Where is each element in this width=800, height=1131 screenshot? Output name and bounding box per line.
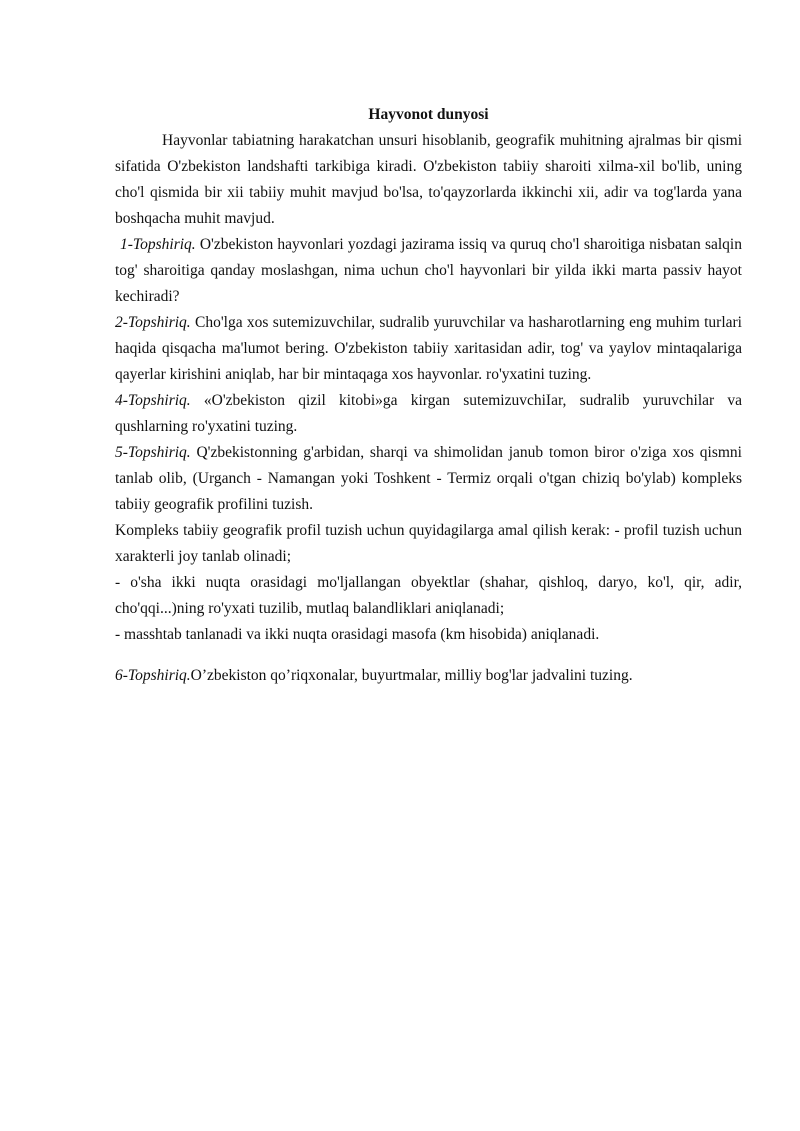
task-5-text: Q'zbekistonning g'arbidan, sharqi va shimolidan janub tomon biror o'ziga xos qismni tanlab olib, (Urganch - Namangan yoki Toshkent - Termiz orqali o'tgan chiziq bo'ylab) kompleks tabiiy geografik profilini tuzish.	[115, 444, 742, 513]
task-1-text: O'zbekiston hayvonlari yozdagi jazirama issiq va quruq cho'l sharoitiga nisbatan salqin tog' sharoitiga qanday moslashgan, nima uchun cho'l hayvonlari bir yilda ikki marta passiv hayot kechiradi?	[115, 236, 742, 305]
task-1-label: 1-Topshiriq.	[120, 236, 196, 253]
task-6-text: O’zbekiston qo’riqxonalar, buyurtmalar, milliy bog'lar jadvalini tuzing.	[190, 667, 633, 684]
document-body	[115, 102, 742, 689]
task-6-paragraph	[115, 663, 742, 689]
task-5-paragraph	[115, 440, 742, 518]
task-2-text: Cho'lga xos sutemizuvchilar, sudralib yuruvchilar va hasharotlarning eng muhim turlari haqida qisqacha ma'lumot bering. O'zbekiston tabiiy xaritasidan adir, tog' va yaylov mintaqalariga qayerlar kirishini aniqlab, har bir mintaqaga xos hayvonlar. ro'yxatini tuzing.	[115, 314, 742, 383]
rule-item: - masshtab tanlanadi va ikki nuqta orasidagi masofa (km hisobida) aniqlanadi.	[115, 626, 600, 643]
rules-intro-paragraph: Kompleks tabiiy geografik profil tuzish uchun quyidagilarga amal qilish kerak: - profil tuzish uchun xarakterli joy tanlab olinadi;	[115, 522, 742, 565]
task-4-paragraph	[115, 388, 742, 440]
task-4-label: 4-Topshiriq.	[115, 392, 191, 409]
task-5-label: 5-Topshiriq.	[115, 444, 191, 461]
intro-paragraph: Hayvonlar tabiatning harakatchan unsuri hisoblanib, geografik muhitning ajralmas bir qismi sifatida O'zbekiston landshafti tarkibiga kiradi. O'zbekiston tabiiy sharoiti xilma-xil bo'lib, uning cho'l qismida bir xii tabiiy muhit mavjud bo'lsa, to'qayzorlarda ikkinchi xii, adir va tog'larda yana boshqacha muhit mavjud.	[115, 132, 742, 227]
document-title: Hayvonot dunyosi	[368, 106, 489, 123]
task-4-text: «O'zbekiston qizil kitobi»ga kirgan sutemizuvchiIar, sudralib yuruvchilar va qushlarning ro'yxatini tuzing.	[115, 392, 742, 435]
task-6-label: 6-Topshiriq.	[115, 667, 191, 684]
task-2-paragraph	[115, 310, 742, 388]
rule-item: - o'sha ikki nuqta orasidagi mo'ljallangan obyektlar (shahar, qishloq, daryo, ko'l, qir, adir, cho'qqi...)ning ro'yxati tuzilib, mutlaq balandliklari aniqlanadi;	[115, 574, 742, 617]
task-1-paragraph	[115, 232, 742, 310]
task-2-label: 2-Topshiriq.	[115, 314, 191, 331]
